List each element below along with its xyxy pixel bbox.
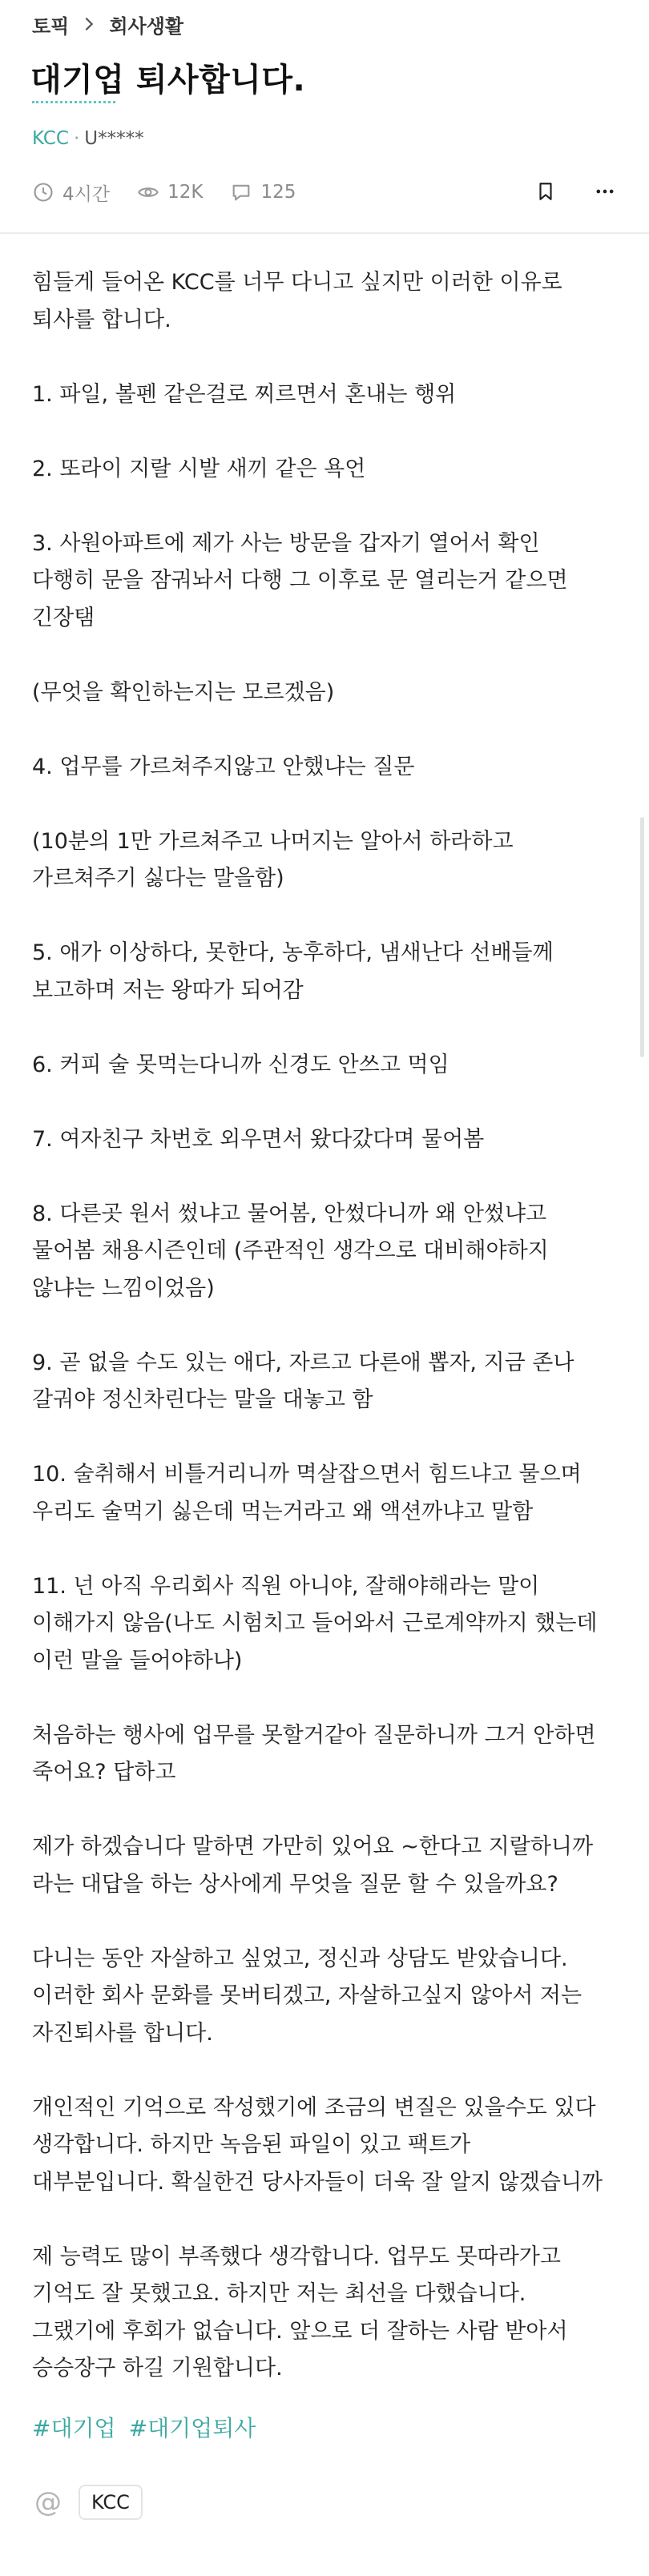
post-paragraph: 4. 업무를 가르쳐주지않고 안했냐는 질문 — [32, 754, 415, 779]
company-mention — [32, 2485, 143, 2520]
post-tags — [32, 2411, 256, 2443]
post-paragraph: (10분의 1만 가르쳐주고 나머지는 알아서 하라하고 가르쳐주기 싫다는 말을함) — [32, 828, 521, 891]
tag-link[interactable]: #대기업퇴사 — [128, 2415, 256, 2441]
eye-icon — [137, 181, 159, 203]
comment-icon — [230, 181, 252, 203]
post-paragraph: 3. 사원아파트에 제가 사는 방문을 갑자기 열어서 확인 다행히 문을 잠궈놔서 다행 그 이후로 문 열리는거 같으면 긴장탬 — [32, 530, 575, 630]
post-paragraph: 7. 여자친구 차번호 외우면서 왔다갔다며 물어봄 — [32, 1126, 485, 1152]
post-body — [32, 264, 609, 2425]
title-underline — [32, 101, 115, 103]
post-paragraph: 처음하는 행사에 업무를 못할거같아 질문하니까 그거 안하면 죽어요? 답하고 — [32, 1722, 603, 1785]
company-chip[interactable]: KCC — [79, 2485, 143, 2520]
post-comments[interactable] — [230, 181, 296, 203]
author-nickname: U***** — [84, 128, 144, 149]
post-paragraph: 9. 곧 없을 수도 있는 애다, 자르고 다른애 뽑자, 지금 존나 갈궈야 정신차린다는 말을 대놓고 함 — [32, 1350, 582, 1412]
author-company[interactable]: KCC — [32, 128, 69, 149]
more-icon — [594, 180, 616, 203]
post-paragraph: 다니는 동안 자살하고 싶었고, 정신과 상담도 받았습니다. 이러한 회사 문화를 못버티겠고, 자살하고싶지 않아서 저는 자진퇴사를 합니다. — [32, 1946, 589, 2046]
post-views-text: 12K — [167, 182, 204, 203]
header-divider — [0, 232, 649, 234]
at-icon: @ — [34, 2486, 62, 2518]
breadcrumb — [32, 8, 183, 40]
tag-link[interactable]: #대기업 — [32, 2415, 116, 2441]
post-paragraph: 2. 또라이 지랄 시발 새끼 같은 욕언 — [32, 456, 366, 481]
post-comments-text: 125 — [260, 182, 296, 203]
post-time — [32, 179, 110, 206]
post-paragraph: 11. 넌 아직 우리회사 직원 아니야, 잘해야해라는 말이 이해가지 않음(나도 시험치고 들어와서 근로계약까지 했는데 이런 말을 들어야하나) — [32, 1573, 605, 1673]
post-paragraph: 5. 애가 이상하다, 못한다, 농후하다, 냄새난다 선배들께 보고하며 저는 왕따가 되어감 — [32, 940, 561, 1003]
post-paragraph: 개인적인 기억으로 작성했기에 조금의 변질은 있을수도 있다 생각합니다. 하지만 녹음된 파일이 있고 팩트가 대부분입니다. 확실한건 당사자들이 더욱 잘 알지 않겠습니까 — [32, 2095, 603, 2195]
post-paragraph: 10. 술취해서 비틀거리니까 멱살잡으면서 힘드냐고 물으며 우리도 술먹기 싫은데 먹는거라고 왜 액션까냐고 말함 — [32, 1462, 589, 1524]
clock-icon — [32, 181, 54, 203]
post-paragraph: 6. 커피 술 못먹는다니까 신경도 안쓰고 먹임 — [32, 1052, 449, 1077]
author-separator: · — [73, 128, 80, 149]
post-meta — [32, 176, 296, 208]
breadcrumb-category[interactable]: 회사생활 — [109, 14, 184, 38]
post-paragraph: 제 능력도 많이 부족했다 생각합니다. 업무도 못따라가고 기억도 잘 못했고요. 하지만 저는 최선을 다했습니다. 그랬기에 후회가 없습니다. 앞으로 더 잘하는 사람 받아서 승승장구 하길 기원합니다. — [32, 2244, 575, 2381]
post-paragraph: 1. 파일, 볼펜 같은걸로 찌르면서 혼내는 행위 — [32, 381, 457, 407]
post-views — [137, 181, 203, 203]
post-time-text: 4시간 — [62, 183, 111, 205]
post-actions — [534, 178, 617, 205]
more-button[interactable] — [593, 178, 617, 205]
post-paragraph: (무엇을 확인하는지는 모르겠음) — [32, 679, 335, 705]
post-title: 대기업 퇴사합니다. — [30, 62, 306, 99]
post-paragraph: 제가 하겠습니다 말하면 가만히 있어요 ~한다고 지랄하니까 라는 대답을 하는 상사에게 무엇을 질문 할 수 있을까요? — [32, 1834, 600, 1897]
breadcrumb-topic[interactable]: 토픽 — [32, 14, 70, 38]
bookmark-icon — [535, 179, 556, 203]
post-paragraph: 힘들게 들어온 KCC를 너무 다니고 싶지만 이러한 이유로 퇴사를 합니다. — [32, 270, 570, 332]
scrollbar[interactable] — [640, 817, 644, 1057]
bookmark-button[interactable] — [534, 178, 558, 205]
post-paragraph: 8. 다른곳 원서 썼냐고 물어봄, 안썼다니까 왜 안썼냐고 물어봄 채용시즌인데 (주관적인 생각으로 대비해야하지 않냐는 느낌이었음) — [32, 1201, 556, 1301]
chevron-right-icon — [80, 15, 98, 33]
author-line — [32, 128, 144, 149]
